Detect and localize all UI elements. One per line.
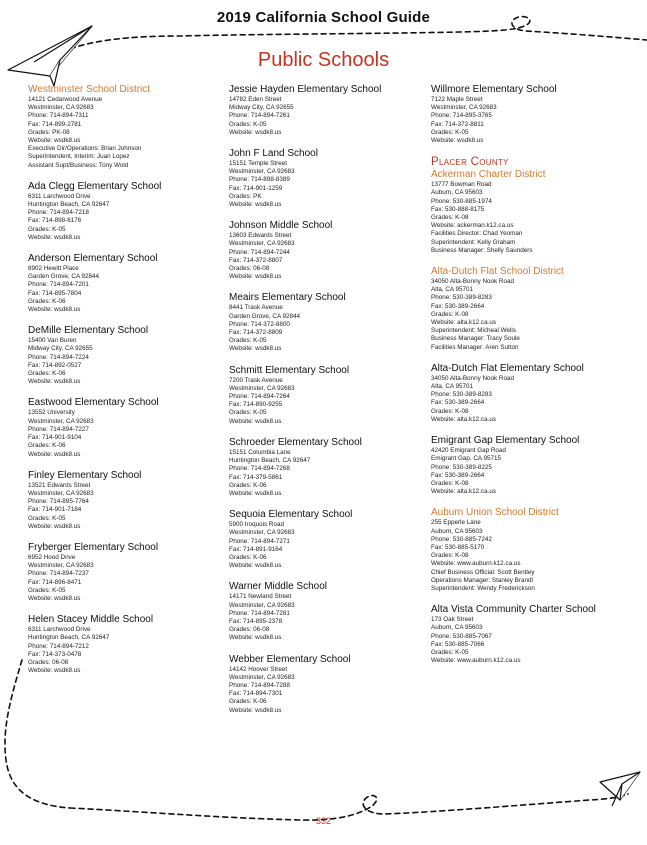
phone-line: Phone: 714-894-7288 <box>229 681 290 689</box>
website-line: Website: wsdk8.us <box>28 667 81 675</box>
staff-line: Superintendent: Kelly Graham <box>431 238 516 246</box>
staff-line: Executive Dir/Operations: Brian Johnson <box>28 145 142 153</box>
phone-line: Phone: 714-895-3765 <box>431 112 492 120</box>
fax-line: Fax: 530-888-8175 <box>431 205 485 213</box>
school-name: Schroeder Elementary School <box>229 436 362 448</box>
staff-line: Business Manager: Shelly Saunders <box>431 246 533 254</box>
street-address: 15151 Temple Street <box>229 160 287 168</box>
school-name: Jessie Hayden Elementary School <box>229 84 382 95</box>
grades-line: Grades: K-08 <box>431 214 469 222</box>
phone-line: Phone: 530-389-8283 <box>431 391 492 399</box>
website-line: Website: wsdk8.us <box>28 378 81 386</box>
guide-title: 2019 California School Guide <box>216 9 431 26</box>
grades-line: Grades: K-06 <box>28 442 66 450</box>
street-address: 6952 Hood Drive <box>28 553 76 561</box>
phone-line: Phone: 714-894-7218 <box>28 209 89 217</box>
fax-line: Fax: 714-899-2781 <box>28 120 82 128</box>
school-entry <box>28 181 228 242</box>
district-name: Westminster School District <box>28 84 151 95</box>
website-line: Website: wsdk8.us <box>229 201 282 209</box>
grades-line: Grades: K-06 <box>28 297 66 305</box>
paper-airplane-icon-small <box>600 772 640 806</box>
website-line: Website: wsdk8.us <box>229 634 282 642</box>
website-line: Website: wsdk8.us <box>229 345 282 353</box>
grades-line: Grades: PK <box>229 192 262 200</box>
fax-line: Fax: 714-901-7184 <box>28 506 82 514</box>
phone-line: Phone: 714-894-7264 <box>229 393 290 401</box>
city-state-zip: Westminster, CA 92683 <box>229 168 295 176</box>
grades-line: Grades: K-05 <box>28 225 66 233</box>
city-state-zip: Huntington Beach, CA 92647 <box>28 201 110 209</box>
grades-line: Grades: 06-08 <box>229 265 270 273</box>
grades-line: Grades: K-06 <box>229 698 267 706</box>
district-name: Auburn Union School District <box>431 507 559 519</box>
street-address: 7200 Trask Avenue <box>229 376 283 384</box>
school-entry <box>229 437 429 498</box>
county-name: Placer County <box>431 156 509 169</box>
website-line: Website: wsdk8.us <box>229 417 282 425</box>
city-state-zip: Midway City, CA 92655 <box>28 345 93 353</box>
city-state-zip: Huntington Beach, CA 92647 <box>28 634 110 642</box>
fax-line: Fax: 714-895-2378 <box>229 617 283 625</box>
district-name: Alta-Dutch Flat School District <box>431 266 564 278</box>
street-address: 8441 Trask Avenue <box>229 304 283 312</box>
grades-line: Grades: K-05 <box>28 514 66 522</box>
phone-line: Phone: 714-894-7281 <box>229 609 290 617</box>
city-state-zip: Alta, CA 95701 <box>431 383 474 391</box>
school-name: Webber Elementary School <box>229 653 351 665</box>
website-line: Website: wsdk8.us <box>229 489 282 497</box>
website-line: Website: wsdk8.us <box>28 137 81 145</box>
school-entry <box>229 84 429 137</box>
school-name: Warner Middle School <box>229 581 328 593</box>
fax-line: Fax: 530-885-5170 <box>431 543 485 551</box>
city-state-zip: Westminster, CA 92683 <box>431 104 497 112</box>
listing-column-3 <box>431 84 631 665</box>
street-address: 13777 Bowman Road <box>431 181 492 189</box>
fax-line: Fax: 714-372-8807 <box>229 256 283 264</box>
phone-line: Phone: 714-894-7268 <box>229 465 290 473</box>
fax-line: Fax: 714-894-7301 <box>229 690 283 698</box>
website-line: Website: wsdk8.us <box>229 273 282 281</box>
website-line: Website: alta.k12.ca.us <box>431 488 496 496</box>
phone-line: Phone: 714-894-7237 <box>28 570 89 578</box>
school-entry <box>229 509 429 570</box>
phone-line: Phone: 714-898-8389 <box>229 176 290 184</box>
school-entry <box>431 604 631 665</box>
phone-line: Phone: 714-894-7311 <box>28 112 89 120</box>
school-name: Schmitt Elementary School <box>229 364 350 376</box>
school-entry <box>28 253 228 314</box>
website-line: Website: wsdk8.us <box>229 706 282 714</box>
school-name: Eastwood Elementary School <box>28 397 159 409</box>
school-entry <box>431 363 631 424</box>
school-entry <box>229 292 429 353</box>
street-address: 13603 Edwards Street <box>229 232 292 240</box>
phone-line: Phone: 530-885-7067 <box>431 632 492 640</box>
grades-line: Grades: K-05 <box>28 586 66 594</box>
phone-line: Phone: 714-895-7764 <box>28 498 89 506</box>
website-line: Website: alta.k12.ca.us <box>431 415 496 423</box>
street-address: 14171 Newland Street <box>229 593 292 601</box>
city-state-zip: Westminster, CA 92683 <box>229 673 295 681</box>
school-name: Meairs Elementary School <box>229 292 346 304</box>
staff-line: Facilities Manager: Aren Sutton <box>431 343 519 351</box>
school-name: Finley Elementary School <box>28 469 142 481</box>
website-line: Website: wsdk8.us <box>28 233 81 241</box>
city-state-zip: Westminster, CA 92683 <box>229 240 295 248</box>
school-name: Helen Stacey Middle School <box>28 614 154 626</box>
school-entry <box>229 365 429 426</box>
grades-line: Grades: K-06 <box>229 553 267 561</box>
school-entry <box>229 581 429 642</box>
city-state-zip: Westminster, CA 92683 <box>28 562 94 570</box>
street-address: 6311 Larchwood Drive <box>28 192 91 200</box>
fax-line: Fax: 714-901-1259 <box>229 184 283 192</box>
fax-line: Fax: 714-901-9104 <box>28 434 82 442</box>
phone-line: Phone: 714-894-7227 <box>28 425 89 433</box>
city-state-zip: Westminster, CA 92683 <box>229 529 295 537</box>
section-title: Public Schools <box>257 49 390 71</box>
city-state-zip: Emigrant Gap, CA 95715 <box>431 455 502 463</box>
district-entry <box>431 169 631 255</box>
school-entry <box>431 84 631 145</box>
staff-line: Chief Business Official: Scott Bentley <box>431 568 535 576</box>
district-name: Ackerman Charter District <box>431 169 546 181</box>
phone-line: Phone: 714-894-7271 <box>229 537 290 545</box>
page-number: 332 <box>315 816 332 826</box>
school-name: Emigrant Gap Elementary School <box>431 435 580 447</box>
fax-line: Fax: 714-891-9164 <box>229 545 283 553</box>
street-address: 7122 Maple Street <box>431 96 483 103</box>
fax-line: Fax: 530-885-7066 <box>431 640 485 648</box>
fax-line: Fax: 714-379-5861 <box>229 473 283 481</box>
listing-column-2 <box>229 84 429 715</box>
school-name: Anderson Elementary School <box>28 253 158 265</box>
school-entry <box>28 325 228 386</box>
grades-line: Grades: K-05 <box>431 128 469 136</box>
street-address: 13521 Edwards Street <box>28 481 91 489</box>
city-state-zip: Auburn, CA 95603 <box>431 527 483 535</box>
street-address: 14142 Hoover Street <box>229 665 288 673</box>
city-state-zip: Midway City, CA 92655 <box>229 104 294 112</box>
street-address: 5900 Iroquois Road <box>229 521 284 529</box>
street-address: 13552 University <box>28 409 75 417</box>
school-name: Johnson Middle School <box>229 220 333 232</box>
website-line: Website: www.auburn.k12.ca.us <box>431 560 521 568</box>
city-state-zip: Westminster, CA 92683 <box>28 489 94 497</box>
phone-line: Phone: 530-885-7242 <box>431 535 492 543</box>
staff-line: Assistant Supt/Business: Tony Wold <box>28 161 129 169</box>
staff-line: Business Manager: Tracy Soule <box>431 335 520 343</box>
district-entry <box>28 84 228 170</box>
city-state-zip: Garden Grove, CA 92844 <box>28 273 100 281</box>
street-address: 34050 Alta-Bonny Nook Road <box>431 374 514 382</box>
street-address: 6311 Larchwood Drive <box>28 626 91 634</box>
school-entry <box>229 654 429 715</box>
street-address: 34050 Alta-Bonny Nook Road <box>431 278 514 286</box>
grades-line: Grades: K-05 <box>229 409 267 417</box>
website-line: Website: wsdk8.us <box>28 306 81 314</box>
phone-line: Phone: 714-894-7244 <box>229 248 290 256</box>
website-line: Website: alta.k12.ca.us <box>431 319 496 327</box>
phone-line: Phone: 530-389-8225 <box>431 463 492 471</box>
school-entry <box>431 435 631 496</box>
fax-line: Fax: 714-372-8811 <box>431 120 484 128</box>
school-name: DeMille Elementary School <box>28 325 149 337</box>
website-line: Website: wsdk8.us <box>431 137 484 145</box>
grades-line: Grades: K-05 <box>229 337 267 345</box>
grades-line: Grades: K-06 <box>229 481 267 489</box>
street-address: 15400 Van Buren <box>28 337 77 345</box>
city-state-zip: Westminster, CA 92683 <box>229 384 295 392</box>
street-address: 42420 Emigrant Gap Road <box>431 447 506 455</box>
school-name: John F Land School <box>229 148 318 160</box>
city-state-zip: Garden Grove, CA 92844 <box>229 312 301 320</box>
grades-line: Grades: K-08 <box>431 552 469 560</box>
street-address: 8902 Hewitt Place <box>28 265 79 273</box>
fax-line: Fax: 530-389-2664 <box>431 471 485 479</box>
staff-line: Operations Manager: Stanley Brandl <box>431 576 533 584</box>
school-name: Willmore Elementary School <box>431 84 557 95</box>
street-address: 255 Epperle Lane <box>431 519 481 527</box>
county-heading <box>431 155 631 169</box>
listing-column-1 <box>28 84 228 675</box>
district-entry <box>431 266 631 352</box>
city-state-zip: Westminster, CA 92683 <box>229 601 295 609</box>
street-address: 15151 Columbia Lane <box>229 448 291 456</box>
school-name: Fryberger Elementary School <box>28 541 159 553</box>
district-entry <box>431 507 631 593</box>
fax-line: Fax: 714-892-0527 <box>28 361 82 369</box>
city-state-zip: Alta, CA 95701 <box>431 286 474 294</box>
grades-line: Grades: K-05 <box>431 648 469 656</box>
phone-line: Phone: 714-894-7224 <box>28 353 89 361</box>
school-name: Alta-Dutch Flat Elementary School <box>431 362 584 374</box>
phone-line: Phone: 530-885-1974 <box>431 197 492 205</box>
school-entry <box>28 614 228 675</box>
school-entry <box>28 542 228 603</box>
school-entry <box>28 470 228 531</box>
website-line: Website: www.auburn.k12.ca.us <box>431 657 521 665</box>
website-line: Website: ackerman.k12.ca.us <box>431 222 514 230</box>
phone-line: Phone: 714-894-7212 <box>28 642 89 650</box>
grades-line: Grades: K-05 <box>229 120 267 128</box>
grades-line: Grades: K-08 <box>431 310 469 318</box>
grades-line: Grades: 06-08 <box>229 626 270 634</box>
fax-line: Fax: 714-890-9255 <box>229 401 283 409</box>
staff-line: Superintendent: Micheal Wells <box>431 327 516 335</box>
school-entry <box>229 220 429 281</box>
school-name: Sequoia Elementary School <box>229 509 353 521</box>
website-line: Website: wsdk8.us <box>229 128 282 136</box>
fax-line: Fax: 714-896-8471 <box>28 578 82 586</box>
fax-line: Fax: 714-895-7804 <box>28 289 82 297</box>
fax-line: Fax: 530-389-2664 <box>431 302 485 310</box>
street-address: 14782 Eden Street <box>229 96 282 103</box>
school-entry <box>229 148 429 209</box>
grades-line: Grades: K-08 <box>431 407 469 415</box>
grades-line: Grades: K-08 <box>431 479 469 487</box>
website-line: Website: wsdk8.us <box>28 522 81 530</box>
fax-line: Fax: 714-373-0478 <box>28 650 82 658</box>
staff-line: Superintendent: Wendy Frederickson <box>431 584 535 592</box>
phone-line: Phone: 714-894-7201 <box>28 281 89 289</box>
grades-line: Grades: PK-08 <box>28 128 70 136</box>
website-line: Website: wsdk8.us <box>28 594 81 602</box>
phone-line: Phone: 714-894-7261 <box>229 112 290 120</box>
staff-line: Facilities Director: Chad Yeoman <box>431 230 523 238</box>
city-state-zip: Westminster, CA 92683 <box>28 104 94 112</box>
left-flight-path <box>5 660 70 808</box>
school-entry <box>28 397 228 458</box>
grades-line: Grades: K-06 <box>28 370 66 378</box>
school-name: Alta Vista Community Charter School <box>431 604 596 616</box>
grades-line: Grades: 06-08 <box>28 658 69 666</box>
street-address: 173 Oak Street <box>431 616 474 624</box>
website-line: Website: wsdk8.us <box>28 450 81 458</box>
website-line: Website: wsdk8.us <box>229 562 282 570</box>
phone-line: Phone: 714-372-8800 <box>229 320 290 328</box>
staff-line: Superintendent, Interim: Juan Lopez <box>28 153 130 161</box>
city-state-zip: Auburn, CA 95603 <box>431 189 483 197</box>
city-state-zip: Auburn, CA 95603 <box>431 624 483 632</box>
city-state-zip: Westminster, CA 92683 <box>28 417 94 425</box>
school-name: Ada Clegg Elementary School <box>28 180 162 192</box>
street-address: 14121 Cedarwood Avenue <box>28 96 103 103</box>
fax-line: Fax: 714-898-6176 <box>28 217 82 225</box>
fax-line: Fax: 714-372-8809 <box>229 329 283 337</box>
city-state-zip: Huntington Beach, CA 92647 <box>229 457 311 465</box>
fax-line: Fax: 530-389-2664 <box>431 399 485 407</box>
phone-line: Phone: 530-389-8283 <box>431 294 492 302</box>
